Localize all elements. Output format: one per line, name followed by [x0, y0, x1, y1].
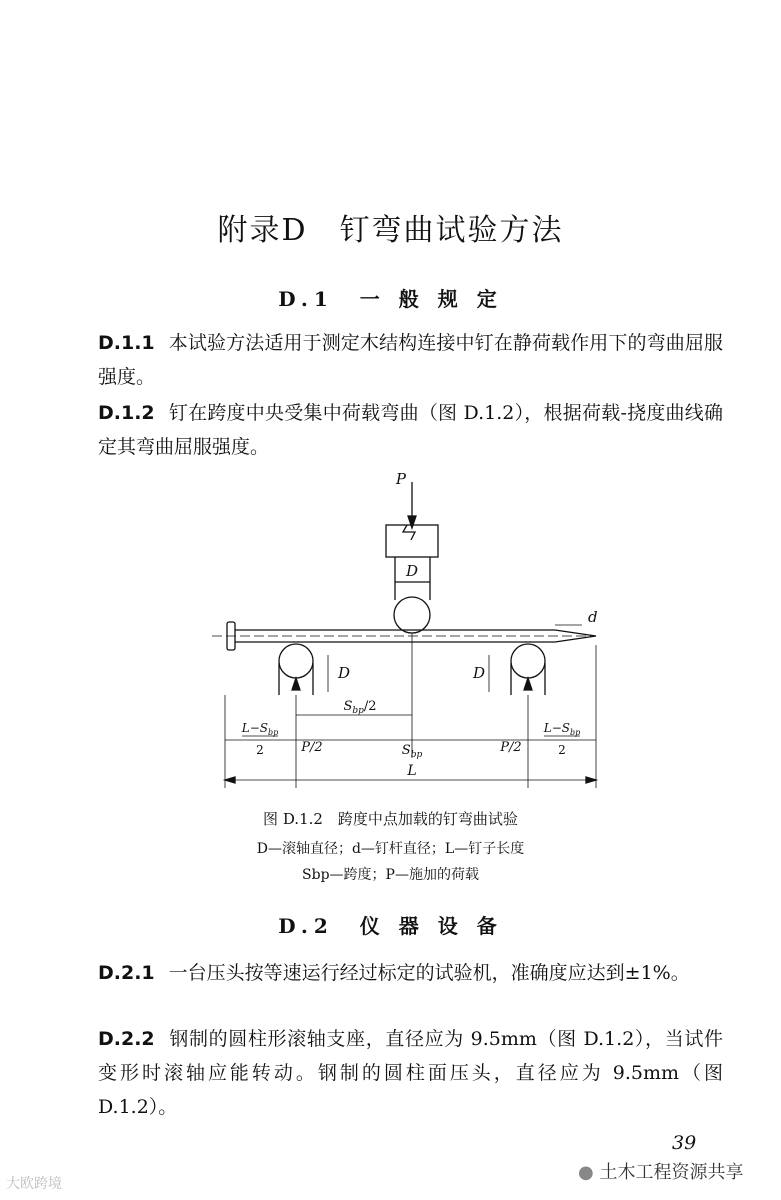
- wechat-icon: ●: [578, 1162, 594, 1183]
- right-reaction-arrow: [524, 678, 532, 690]
- break-mark: [403, 525, 415, 540]
- clause-text: 钉在跨度中央受集中荷载弯曲（图 D.1.2），根据荷载-挠度曲线确定其弯曲屈服强度。: [98, 402, 723, 458]
- clause-text: 一台压头按等速运行经过标定的试验机，准确度应达到±1%。: [168, 962, 690, 984]
- paragraph-d-2-2: [98, 1022, 723, 1124]
- load-arrowhead: [408, 516, 416, 528]
- load-label: P: [395, 470, 406, 488]
- right-p-half-label: P/2: [500, 740, 522, 755]
- left-p-half-label: P/2: [301, 740, 323, 755]
- length-arrow-left: [225, 777, 235, 783]
- clause-text: 钢制的圆柱形滚轴支座，直径应为 9.5mm（图 D.1.2），当试件变形时滚轴应能转动。钢制的圆柱面压头，直径应为 9.5mm（图 D.1.2）。: [98, 1028, 723, 1118]
- right-roller-D-label: D: [473, 664, 486, 682]
- left-overhang-numerator: $L-S_{bp}$: [241, 721, 279, 737]
- paragraph-d-1-1: [98, 326, 723, 394]
- load-roller: [394, 597, 430, 633]
- left-reaction-arrow: [292, 678, 300, 690]
- clause-text: 本试验方法适用于测定木结构连接中钉在静荷载作用下的弯曲屈服强度。: [98, 332, 723, 388]
- watermark-source: ● 土木工程资源共享: [578, 1162, 744, 1183]
- half-span-label: $S_{bp}/2$: [343, 699, 377, 716]
- left-roller-D-label: D: [338, 664, 351, 682]
- right-support-roller: [511, 644, 545, 678]
- clause-number: D.1.2: [98, 402, 155, 424]
- clause-number: D.2.1: [98, 962, 155, 984]
- left-overhang-denominator: 2: [256, 743, 264, 757]
- section-heading-d1: D.1 一 般 规 定: [278, 287, 503, 311]
- clause-number: D.1.1: [98, 332, 155, 354]
- watermark-left: 大欧跨境: [6, 1176, 62, 1192]
- roller-diameter-label: D: [405, 562, 419, 580]
- clause-number: D.2.2: [98, 1028, 155, 1050]
- page-number: 39: [672, 1132, 697, 1154]
- length-arrow-right: [586, 777, 596, 783]
- nail-point: [555, 630, 596, 642]
- paragraph-d-2-1: [98, 956, 723, 990]
- right-overhang-denominator: 2: [558, 743, 566, 757]
- figure-caption: 图 D.1.2 跨度中点加载的钉弯曲试验: [263, 810, 518, 828]
- total-length-label: L: [407, 763, 417, 779]
- nail-bending-test-figure: [200, 470, 610, 795]
- right-overhang-numerator: $L-S_{bp}$: [543, 721, 581, 737]
- span-label: $S_{bp}$: [401, 743, 423, 760]
- shank-diameter-label: d: [588, 608, 598, 626]
- left-support-roller: [279, 644, 313, 678]
- page-title: 附录D 钉弯曲试验方法: [217, 213, 564, 248]
- figure-legend-line1: D—滚轴直径；d—钉杆直径；L—钉子长度: [256, 841, 525, 857]
- paragraph-d-1-2: [98, 396, 723, 464]
- section-heading-d2: D.2 仪 器 设 备: [278, 914, 503, 938]
- figure-legend-line2: Sbp—跨度；P—施加的荷载: [302, 867, 479, 883]
